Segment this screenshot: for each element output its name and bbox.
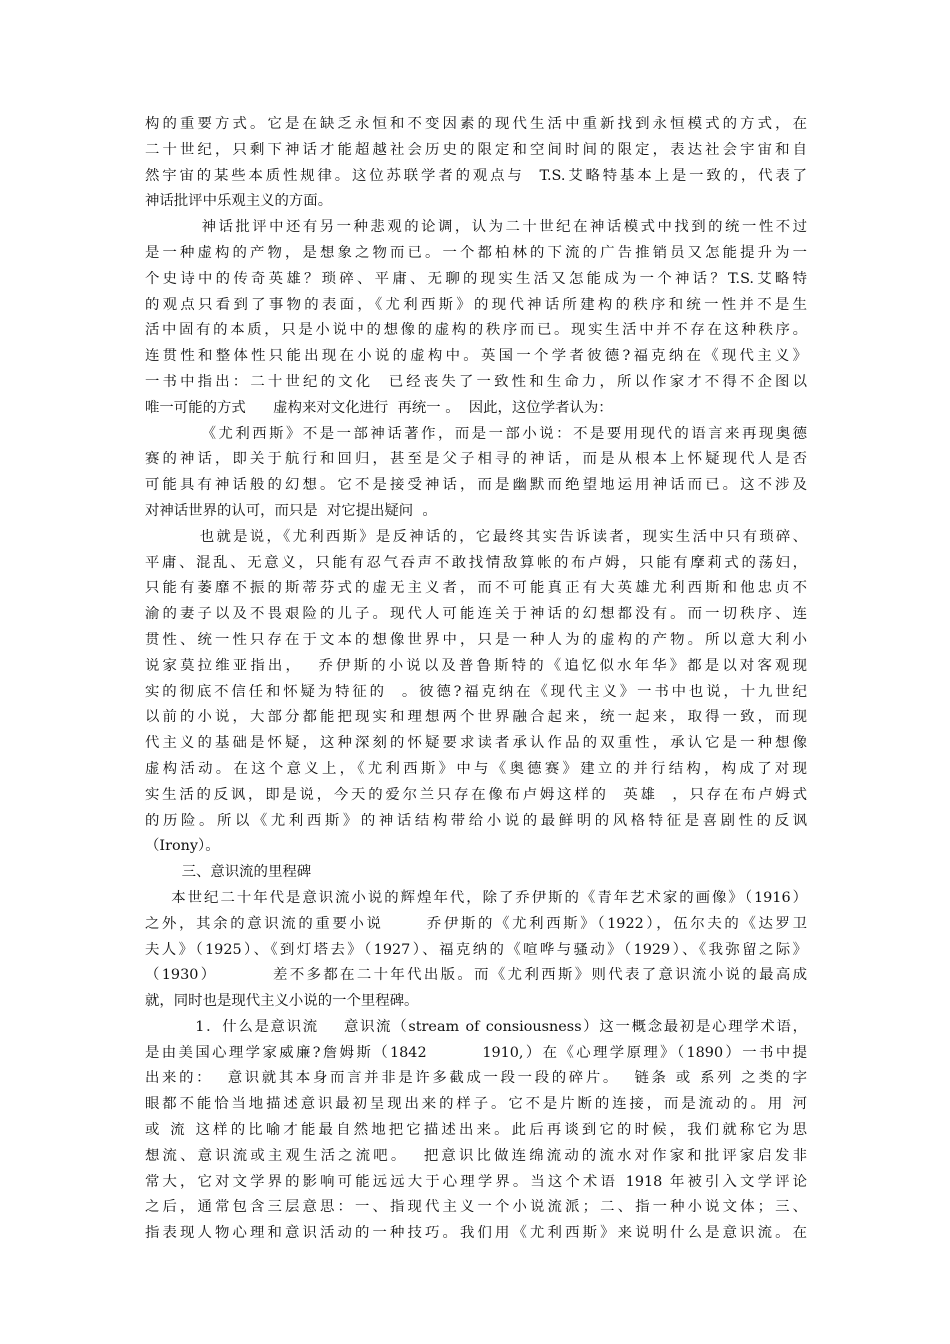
text-line: 是一种虚构的产物，是想象之物而已。一个都柏林的下流的广告推销员又怎能提升为一: [145, 244, 807, 261]
text-line: 《尤利西斯》不是一部神话著作，而是一部小说：不是要用现代的语言来再现奥德: [145, 425, 807, 442]
text-line: 渝的妻子以及不畏艰险的儿子。现代人可能连关于神话的幻想都没有。而一切秩序、连: [145, 606, 807, 623]
text-line: 也就是说，《尤利西斯》是反神话的，它最终其实告诉读者，现实生活中只有琐碎、: [145, 528, 807, 545]
text-line: 以前的小说，大部分都能把现实和理想两个世界融合起来，统一起来，取得一致，而现: [145, 709, 807, 726]
text-line: 眼都不能恰当地描述意识最初呈现出来的样子。它不是片断的连接，而是流动的。用 河: [145, 1096, 807, 1113]
text-line: 是由美国心理学家威廉?詹姆斯（1842 1910,）在《心理学原理》（1890）一书中提: [145, 1044, 807, 1061]
text-line: 对神话世界的认可，而只是 对它提出疑问 。: [145, 502, 437, 519]
text-line: 1．什么是意识流 意识流（stream of consiousness）这一概念最初是心理学术语，: [145, 1018, 807, 1035]
text-line: 实的彻底不信任和怀疑为特征的 。彼德?福克纳在《现代主义》一书中也说，十九世纪: [145, 683, 807, 700]
text-line: 夫人》（1925）、《到灯塔去》（1927）、福克纳的《喧哗与骚动》（1929）、《我弥留之际》: [145, 941, 807, 958]
text-line: 说家莫拉维亚指出， 乔伊斯的小说以及普鲁斯特的《追忆似水年华》都是以对客观现: [145, 657, 807, 674]
text-line: （1930） 差不多都在二十年代出版。而《尤利西斯》则代表了意识流小说的最高成: [145, 967, 807, 984]
text-line: 活中固有的本质，只是小说中的想像的虚构的秩序而已。现实生活中并不存在这种秩序。: [145, 322, 807, 339]
text-line: 三、意识流的里程碑: [145, 864, 312, 881]
text-line: 只能有萎靡不振的斯蒂芬式的虚无主义者，而不可能真正有大英雄尤利西斯和他忠贞不: [145, 580, 807, 597]
text-line: 实生活的反讽，即是说，今天的爱尔兰只存在像布卢姆这样的 英雄 ，只存在布卢姆式: [145, 786, 807, 803]
text-line: 代主义的基础是怀疑，这种深刻的怀疑要求读者承认作品的双重性，承认它是一种想像: [145, 735, 807, 752]
text-line: 想流、意识流或主观生活之流吧。 把意识比做连绵流动的流水对作家和批评家启发非: [145, 1147, 807, 1164]
text-line: 之后，通常包含三层意思：一、指现代主义一个小说流派；二、指一种小说文体；三、: [145, 1199, 807, 1216]
text-line: （Irony）。: [145, 838, 220, 855]
text-line: 贯性、统一性只存在于文本的想像世界中，只是一种人为的虚构的产物。所以意大利小: [145, 631, 807, 648]
text-line: 的历险。所以《尤利西斯》的神话结构带给小说的最鲜明的风格特征是喜剧性的反讽: [145, 812, 807, 829]
text-line: 虚构活动。在这个意义上，《尤利西斯》中与《奥德赛》建立的并行结构，构成了对现: [145, 760, 807, 777]
document-body: [145, 112, 807, 1247]
text-line: 二十世纪，只剩下神话才能超越社会历史的限定和空间时间的限定，表达社会宇宙和自: [145, 141, 807, 158]
text-line: 的观点只看到了事物的表面，《尤利西斯》的现代神话所建构的秩序和统一性并不是生: [145, 296, 807, 313]
text-line: 构的重要方式。它是在缺乏永恒和不变因素的现代生活中重新找到永恒模式的方式，在: [145, 116, 807, 132]
text-line: 指表现人物心理和意识活动的一种技巧。我们用《尤利西斯》来说明什么是意识流。在: [145, 1225, 807, 1242]
text-line: 之外，其余的意识流的重要小说 乔伊斯的《尤利西斯》（1922），伍尔夫的《达罗卫: [145, 915, 807, 932]
text-line: 神话批评中乐观主义的方面。: [145, 193, 333, 210]
text-line: 唯一可能的方式 虚构来对文化进行 再统一 。 因此，这位学者认为：: [145, 399, 613, 416]
text-line: 可能具有神话般的幻想。它不是接受神话，而是幽默而绝望地运用神话而已。这不涉及: [145, 477, 807, 494]
text-line: 常大，它对文学界的影响可能远远大于心理学界。当这个术语 1918 年被引入文学评论: [145, 1173, 807, 1190]
text-line: 或 流 这样的比喻才能最自然地把它描述出来。此后再谈到它的时候，我们就称它为思: [145, 1122, 807, 1139]
text-line: 神话批评中还有另一种悲观的论调，认为二十世纪在神话模式中找到的统一性不过: [145, 219, 807, 236]
text-line: 就，同时也是现代主义小说的一个里程碑。: [145, 993, 419, 1010]
text-line: 赛的神话，即关于航行和回归，甚至是父子相寻的神话，而是从根本上怀疑现代人是否: [145, 451, 807, 468]
text-line: 平庸、混乱、无意义，只能有忍气吞声不敢找情敌算帐的布卢姆，只能有摩莉式的荡妇，: [145, 554, 807, 571]
text-line: 然宇宙的某些本质性规律。这位苏联学者的观点与 T.S.艾略特基本上是一致的，代表了: [145, 167, 807, 184]
text-line: 连贯性和整体性只能出现在小说的虚构中。英国一个学者彼德?福克纳在《现代主义》: [145, 348, 807, 365]
text-line: 出来的： 意识就其本身而言并非是许多截成一段一段的碎片。 链条 或 系列 之类的字: [145, 1070, 807, 1087]
text-line: 个史诗中的传奇英雄？琐碎、平庸、无聊的现实生活又怎能成为一个神话？T.S.艾略特: [145, 270, 807, 287]
text-line: 一书中指出：二十世纪的文化 已经丧失了一致性和生命力，所以作家才不得不企图以: [145, 373, 807, 390]
text-line: 本世纪二十年代是意识流小说的辉煌年代，除了乔伊斯的《青年艺术家的画像》（1916）: [145, 889, 807, 906]
